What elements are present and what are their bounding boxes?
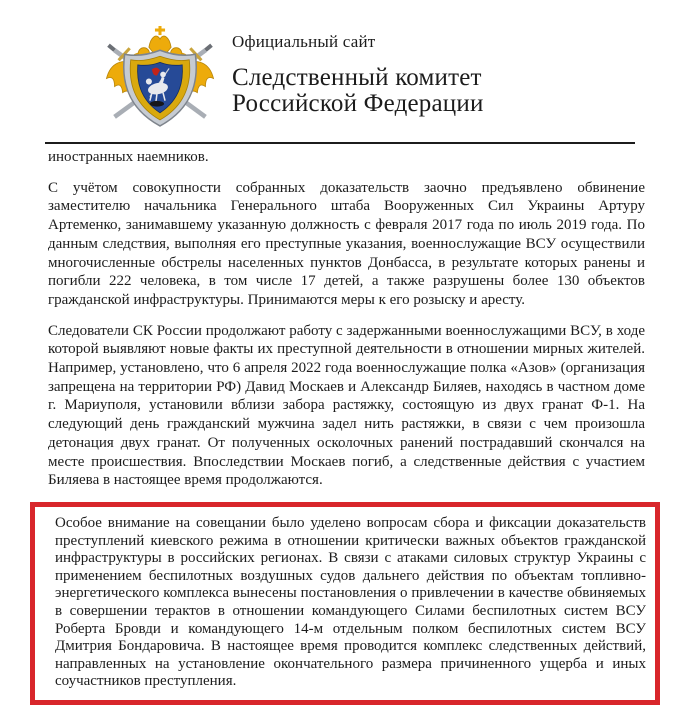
- paragraph-continuation: иностранных наемников.: [48, 149, 209, 165]
- highlight-box: [30, 502, 660, 705]
- sk-russia-emblem-icon: [104, 26, 216, 129]
- org-name-line1: Следственный комитет: [232, 64, 482, 91]
- article-body: [48, 148, 645, 705]
- letterhead-text: [232, 26, 484, 117]
- paragraph-azov-investigation: Следователи СК России продолжают работу с задержанными военнослужащими ВСУ, в ходе которой выявляют новые факты их преступной деятельности в отношении мирных жителей. Например, установлено, что 6 апреля 2022 года военнослужащие полка «Азов» (организация запрещена на территории РФ) Давид Москаев и Александр Биляев, находясь в частном доме г. Мариуполя, установили вблизи забора растяжку, состоящую из двух гранат Ф-1. На следующий день гражданский мужчина задел нить растяжки, в связи с чем произошла детонация двух гранат. От полученных осколочных ранений пострадавший скончался на месте происшествия. Впоследствии Москаев погиб, а следственные действия с участием Биляева в настоящее время продолжаются.: [48, 322, 645, 489]
- paragraph-highlighted-drone-attacks: Особое внимание на совещании было уделено вопросам сбора и фиксации доказательств преступлений киевского режима в отношении критически важных объектов гражданской инфраструктуры в российских регионах. В связи с атаками силовых структур Украины с применением беспилотных воздушных судов дальнего действия по объектам топливно-энергетического комплекса вынесены постановления о привлечении в качестве обвиняемых в совершении терактов в отношении командующего Силами беспилотных систем ВСУ Роберта Бровди и командующего 14-м отдельным полком беспилотных систем ВСУ Дмитрия Бондаровича. В настоящее время проводится комплекс следственных действий, направленных на установление окончательного размера причиненного ущерба и иных соучастников преступления.: [55, 514, 646, 690]
- org-name-line2: Российской Федерации: [232, 90, 484, 117]
- letterhead: [104, 26, 484, 129]
- header-divider: [45, 142, 635, 144]
- site-label: Официальный сайт: [232, 32, 376, 51]
- paragraph-artemenko-charges: С учётом совокупности собранных доказательств заочно предъявлено обвинение заместителю начальника Генерального штаба Вооруженных Сил Украины Артуру Артеменко, занимавшему указанную должность с февраля 2017 года по июль 2019 года. По данным следствия, выполняя его преступные указания, военнослужащие ВСУ осуществили многочисленные обстрелы населенных пунктов Донбасса, в результате которых ранены и погибли 222 человека, в том числе 17 детей, а также разрушены более 130 объектов гражданской инфраструктуры. Принимаются меры к его розыску и аресту.: [48, 179, 645, 308]
- org-name: [232, 65, 484, 117]
